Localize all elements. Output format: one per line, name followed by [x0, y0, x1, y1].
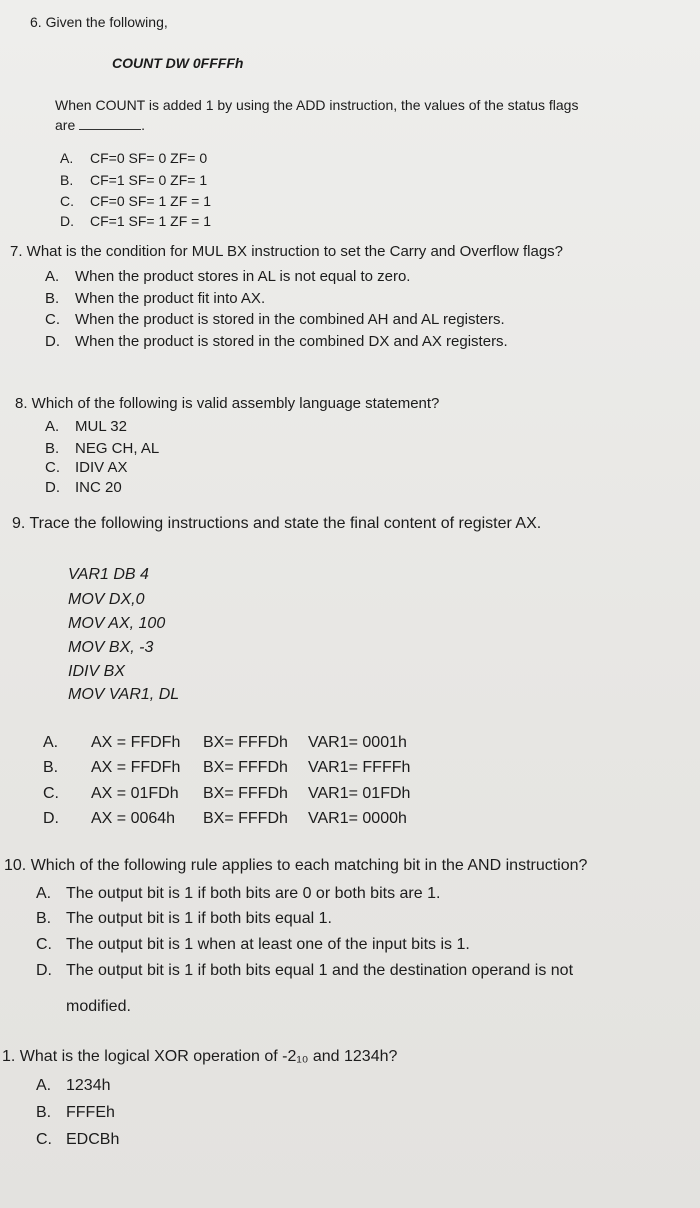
answer-blank [79, 117, 141, 130]
question-6-text-are: are [55, 117, 76, 133]
question-11-stem: 1. What is the logical XOR operation of -2₁₀ and 1234h? [2, 1048, 398, 1065]
question-6-text-line2 [55, 117, 145, 133]
question-10-stem: 10. Which of the following rule applies to each matching bit in the AND instruction? [4, 857, 588, 874]
question-10-option-a: A. The output bit is 1 if both bits are 0 or both bits are 1. [36, 885, 441, 902]
question-6-option-c: C. CF=0 SF= 1 ZF = 1 [60, 193, 211, 209]
question-6-option-a: A. CF=0 SF= 0 ZF= 0 [60, 150, 208, 166]
question-9-option-b: B. AX = FFDFh BX= FFFDh VAR1= FFFFh [43, 759, 411, 776]
question-9-code-line-4: MOV BX, -3 [68, 639, 154, 656]
question-9-option-a: A. AX = FFDFh BX= FFFDh VAR1= 0001h [43, 734, 407, 751]
question-7-stem: 7. What is the condition for MUL BX instruction to set the Carry and Overflow flags? [10, 243, 564, 260]
question-10-option-b: B. The output bit is 1 if both bits equal 1. [36, 910, 332, 927]
question-6-text-period: . [141, 117, 146, 133]
question-11-option-c: C. EDCBh [36, 1131, 120, 1148]
question-10-option-d: D. The output bit is 1 if both bits equal 1 and the destination operand is not [36, 962, 574, 979]
question-8-option-a: A. MUL 32 [45, 418, 127, 435]
question-8-option-d: D. INC 20 [45, 479, 122, 496]
question-9-option-d: D. AX = 0064h BX= FFFDh VAR1= 0000h [43, 810, 407, 827]
question-6-code: COUNT DW 0FFFFh [112, 55, 244, 71]
question-8-option-b: B. NEG CH, AL [45, 440, 160, 457]
question-8-stem: 8. Which of the following is valid assembly language statement? [15, 395, 440, 412]
question-6-text-line1: When COUNT is added 1 by using the ADD instruction, the values of the status flags [55, 97, 579, 113]
question-9-code-line-6: MOV VAR1, DL [68, 686, 180, 703]
question-7-option-d: D. When the product is stored in the combined DX and AX registers. [45, 333, 508, 350]
question-6-option-b: B. CF=1 SF= 0 ZF= 1 [60, 172, 208, 188]
question-10-option-c: C. The output bit is 1 when at least one of the input bits is 1. [36, 936, 470, 953]
question-7-option-a: A. When the product stores in AL is not equal to zero. [45, 268, 411, 285]
question-9-stem: 9. Trace the following instructions and state the final content of register AX. [12, 515, 542, 532]
question-7-option-c: C. When the product is stored in the combined AH and AL registers. [45, 311, 505, 328]
question-9-code-line-5: IDIV BX [68, 663, 125, 680]
question-9-code-line-3: MOV AX, 100 [68, 615, 166, 632]
question-6-stem: 6. Given the following, [30, 14, 168, 30]
question-11-option-a: A. 1234h [36, 1077, 111, 1094]
question-10-option-d-continued: modified. [66, 998, 131, 1015]
question-9-code-line-2: MOV DX,0 [68, 591, 145, 608]
question-6-option-d: D. CF=1 SF= 1 ZF = 1 [60, 213, 211, 229]
question-9-option-c: C. AX = 01FDh BX= FFFDh VAR1= 01FDh [43, 785, 411, 802]
question-11-option-b: B. FFFEh [36, 1104, 115, 1121]
question-7-option-b: B. When the product fit into AX. [45, 290, 266, 307]
question-8-option-c: C. IDIV AX [45, 459, 128, 476]
question-9-code-line-1: VAR1 DB 4 [68, 566, 149, 583]
